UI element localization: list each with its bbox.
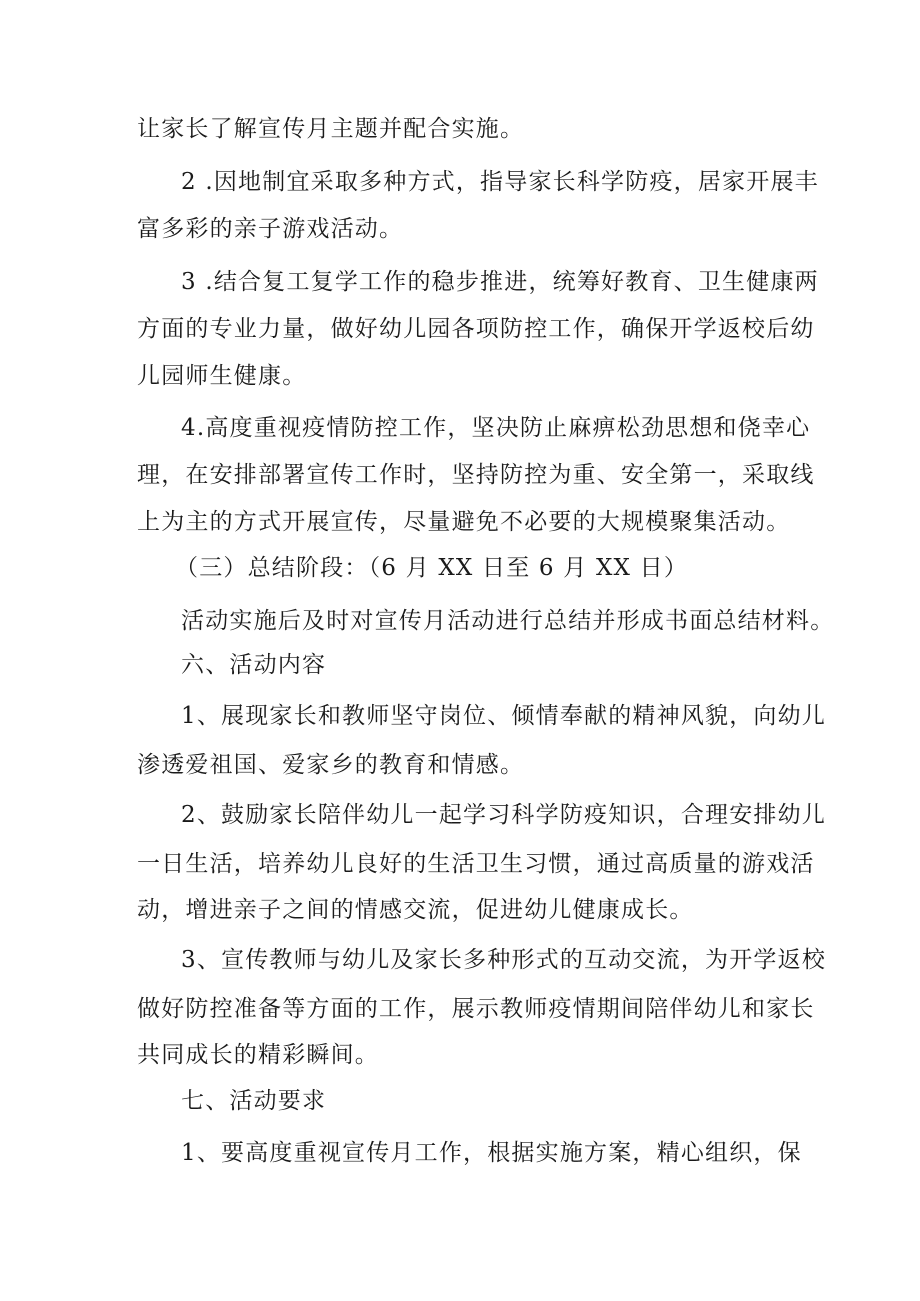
text-line: 做好防控准备等方面的工作，展示教师疫情期间陪伴幼儿和家长 bbox=[137, 996, 815, 1022]
text-line: 上为主的方式开展宣传，尽量避免不必要的大规模聚集活动。 bbox=[137, 509, 791, 535]
text-line: 共同成长的精彩瞬间。 bbox=[137, 1042, 379, 1068]
text-line: 1、要高度重视宣传月工作，根据实施方案，精心组织，保 bbox=[181, 1140, 802, 1166]
section-heading: 七、活动要求 bbox=[181, 1088, 327, 1114]
text-line: 3 .结合复工复学工作的稳步推进，统筹好教育、卫生健康两 bbox=[181, 269, 819, 295]
text-line: 一日生活，培养幼儿良好的生活卫生习惯，通过高质量的游戏活 bbox=[137, 851, 815, 877]
text-line: 方面的专业力量，做好幼儿园各项防控工作，确保开学返校后幼 bbox=[137, 316, 815, 342]
text-line: 动，增进亲子之间的情感交流，促进幼儿健康成长。 bbox=[137, 897, 694, 923]
text-line: 1、展现家长和教师坚守岗位、倾情奉献的精神风貌，向幼儿 bbox=[181, 703, 827, 729]
text-line: 2、鼓励家长陪伴幼儿一起学习科学防疫知识，合理安排幼儿 bbox=[181, 802, 827, 828]
text-line: 4.高度重视疫情防控工作，坚决防止麻痹松劲思想和侥幸心 bbox=[181, 415, 811, 441]
section-heading: （三）总结阶段：（6 月 XX 日至 6 月 XX 日） bbox=[175, 555, 689, 581]
text-line: 儿园师生健康。 bbox=[137, 363, 307, 389]
text-line: 活动实施后及时对宣传月活动进行总结并形成书面总结材料。 bbox=[181, 608, 835, 634]
text-line: 渗透爱祖国、爱家乡的教育和情感。 bbox=[137, 752, 525, 778]
text-line: 富多彩的亲子游戏活动。 bbox=[137, 216, 404, 242]
text-line: 2 .因地制宜采取多种方式，指导家长科学防疫，居家开展丰 bbox=[181, 169, 819, 195]
section-heading: 六、活动内容 bbox=[181, 652, 327, 678]
text-line: 让家长了解宣传月主题并配合实施。 bbox=[137, 116, 525, 142]
text-line: 3、宣传教师与幼儿及家长多种形式的互动交流，为开学返校 bbox=[181, 947, 827, 973]
text-line: 理，在安排部署宣传工作时，坚持防控为重、安全第一，采取线 bbox=[137, 462, 815, 488]
